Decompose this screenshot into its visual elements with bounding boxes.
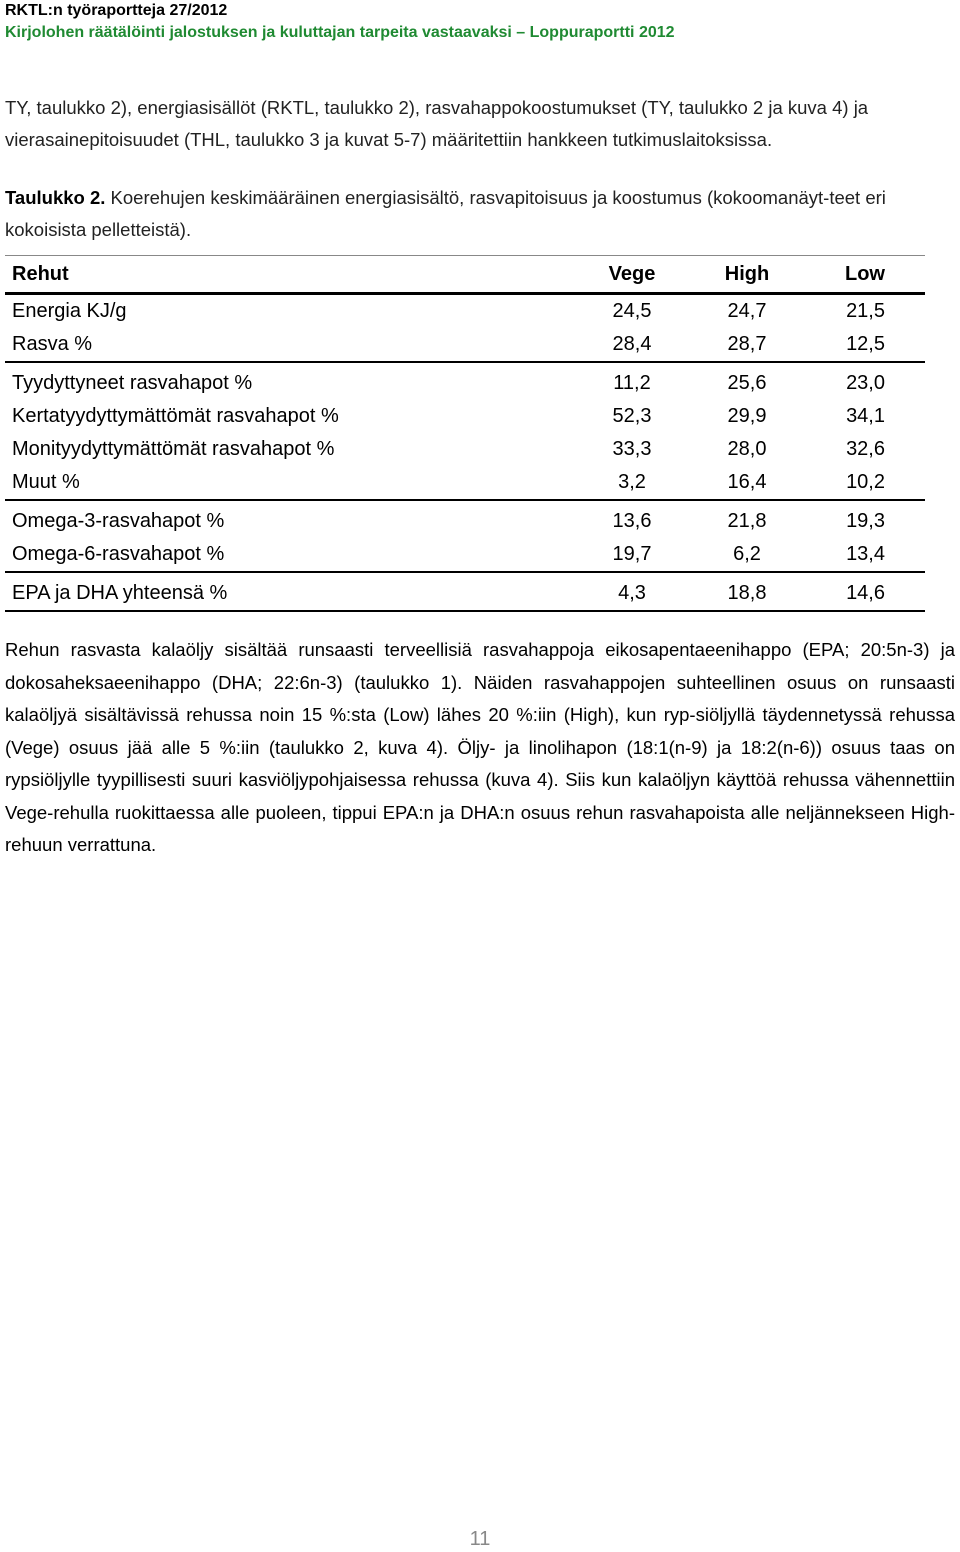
row-label: Kertatyydyttymättömät rasvahapot % [12, 405, 339, 427]
table-row [5, 362, 925, 400]
row-label: Omega-3-rasvahapot % [12, 510, 225, 532]
table-row [5, 328, 925, 362]
row-label: Monityydyttymättömät rasvahapot % [12, 438, 335, 460]
intro-paragraph: TY, taulukko 2), energiasisällöt (RKTL, taulukko 2), rasvahappokoostumukset (TY, taulukko 2 ja kuva 4) ja vierasainepitoisuudet (THL, taulukko 3 ja kuvat 5-7) määritettiin hankkeen tutkimuslaitoksissa. [5, 97, 869, 150]
cell-value: 24,5 [612, 300, 652, 322]
cell-value: 13,4 [846, 543, 885, 565]
cell-value: 4,3 [618, 582, 646, 604]
column-header: High [724, 262, 770, 285]
column-header: Low [845, 262, 885, 285]
row-label: EPA ja DHA yhteensä % [12, 582, 228, 604]
report-series: RKTL:n työraportteja 27/2012 [5, 2, 228, 19]
cell-value: 6,2 [733, 543, 761, 565]
row-label: Omega-6-rasvahapot % [12, 543, 225, 565]
caption-label: Taulukko 2. [5, 187, 106, 208]
body-paragraph: Rehun rasvasta kalaöljy sisältää runsaasti terveellisiä rasvahappoja eikosapentaeenihappo (EPA; 20:5n-3) ja dokosaheksaeenihappo (DHA; 22:6n-3) (taulukko 1). Näiden rasvahappojen suhteellinen osuus on runsaasti kalaöljyä sisältävissä rehussa noin 15 %:sta (Low) lähes 20 %:iin (High), kun ryp-siöljyllä täydennetyssä rehussa (Vege) osuus jää alle 5 %:iin (taulukko 2, kuva 4). Öljy- ja linolihapon (18:1(n-9) ja 18:2(n-6)) osuus taas on rypsiöljylle tyypillisesti suuri kasviöljypohjaisessa rehussa (kuva 4). Siis kun kalaöljyn käyttöä rehussa vähennettiin Vege-rehulla ruokittaessa alle puoleen, tippui EPA:n ja DHA:n osuus rehun rasvahapoista alle neljännekseen High-rehuun verrattuna. [5, 639, 955, 855]
report-title: Kirjolohen räätälöinti jalostuksen ja kuluttajan tarpeita vastaavaksi – Loppuraportti 2012 [5, 24, 675, 41]
cell-value: 29,9 [727, 405, 767, 427]
cell-value: 18,8 [727, 582, 767, 604]
cell-value: 25,6 [727, 372, 767, 394]
cell-value: 19,7 [612, 543, 652, 565]
row-label: Tyydyttyneet rasvahapot % [12, 372, 253, 394]
table-row [5, 466, 925, 500]
table-header-row [5, 256, 925, 294]
cell-value: 28,0 [727, 438, 767, 460]
table-row [5, 400, 925, 433]
row-label: Energia KJ/g [12, 300, 127, 322]
row-label: Rasva % [12, 333, 93, 355]
table-row [5, 500, 925, 538]
cell-value: 52,3 [612, 405, 652, 427]
cell-value: 28,7 [727, 333, 767, 355]
page-header [5, 0, 675, 45]
cell-value: 11,2 [613, 372, 651, 394]
table-row [5, 294, 925, 329]
column-header: Rehut [12, 262, 69, 285]
cell-value: 21,5 [846, 300, 885, 322]
cell-value: 33,3 [612, 438, 652, 460]
table-caption [5, 182, 955, 246]
cell-value: 12,5 [846, 333, 885, 355]
column-header: Vege [608, 262, 656, 285]
caption-text: Koerehujen keskimääräinen energiasisältö, rasvapitoisuus ja koostumus (kokoomanäyt-teet eri kokoisista pelletteistä). [5, 187, 886, 240]
cell-value: 16,4 [727, 471, 767, 493]
table-row [5, 538, 925, 572]
cell-value: 19,3 [846, 510, 885, 532]
cell-value: 3,2 [618, 471, 646, 493]
cell-value: 34,1 [846, 405, 885, 427]
cell-value: 21,8 [727, 510, 767, 532]
cell-value: 23,0 [846, 372, 885, 394]
table-row [5, 433, 925, 466]
cell-value: 10,2 [846, 471, 885, 493]
row-label: Muut % [12, 471, 80, 493]
cell-value: 24,7 [727, 300, 767, 322]
page-number: 11 [469, 1528, 491, 1550]
feed-composition-table [5, 255, 925, 612]
cell-value: 13,6 [612, 510, 652, 532]
table-row [5, 572, 925, 611]
cell-value: 14,6 [846, 582, 885, 604]
cell-value: 32,6 [846, 438, 885, 460]
cell-value: 28,4 [612, 333, 652, 355]
